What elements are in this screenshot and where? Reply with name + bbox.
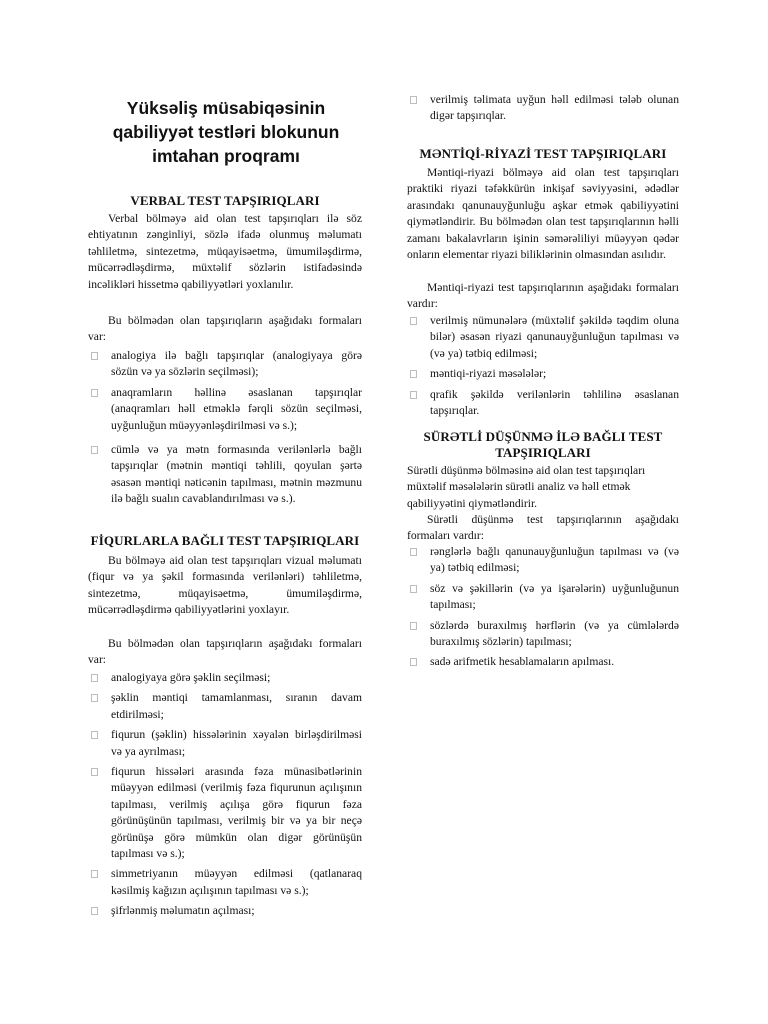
checkbox-bullet-icon bbox=[410, 658, 417, 666]
math-logic-heading: MƏNTİQİ-RİYAZİ TEST TAPŞIRIQLARI bbox=[419, 146, 667, 161]
verbal-list bbox=[88, 348, 362, 512]
checkbox-bullet-icon bbox=[410, 391, 417, 399]
list-item: söz və şəkillərin (və ya işarələrin) uyğunluğunun tapılması; bbox=[407, 581, 679, 614]
speed-intro: Sürətli düşünmə bölməsinə aid olan test tapşırıqları müxtəlif məsələlərin sürətli analiz və həll etmək qabiliyyətini qiymətləndirir. bbox=[407, 464, 646, 510]
speed-heading bbox=[407, 429, 679, 461]
verbal-forms-intro: Bu bölmədən olan tapşırıqların aşağıdakı formaları var: bbox=[88, 314, 362, 344]
speed-heading-line-2: TAPŞIRIQLARI bbox=[495, 445, 591, 460]
list-item: cümlə və ya mətn formasında verilənlərlə bağlı tapşırıqlar (mətnin məntiqi təhlili, qoyulan şərtə əsasən məntiqi nəticənin tapılması, mətnin məzmunu ilə bağlı sualın cavablandırılması və s.). bbox=[88, 442, 362, 508]
speed-list bbox=[407, 544, 679, 675]
list-item: fiqurun hissələri arasında fəza münasibətlərinin müəyyən edilməsi (verilmiş fəza fiqurunun açılışının tapılması, verilmiş açılışa görə fiqurun fəza görünüşünün tapılması, verilmiş bir və ya bir neçə görünüşə görə mümkün olan digər görünüşün tapılması və s.); bbox=[88, 764, 362, 862]
math-logic-list bbox=[407, 313, 679, 423]
checkbox-bullet-icon bbox=[410, 585, 417, 593]
verbal-intro: Verbal bölməyə aid olan test tapşırıqları ilə söz ehtiyatının zənginliyi, sözlə ifadə olunmuş məlumatı təhliletmə, sintezetmə, müqayisəetmə, ümumiləşdirmə, mücərrədləşdirmə, müxtəlif sözlərin istifadəsində incəlikləri hissetmə qabiliyyətləri yoxlanılır. bbox=[88, 212, 362, 291]
list-item: sadə arifmetik hesablamaların apılması. bbox=[407, 654, 679, 670]
speed-heading-line-1: SÜRƏTLİ DÜŞÜNMƏ İLƏ BAĞLI TEST bbox=[423, 429, 663, 444]
verbal-heading: VERBAL TEST TAPŞIRIQLARI bbox=[130, 193, 320, 208]
checkbox-bullet-icon bbox=[91, 352, 98, 360]
list-item: qrafik şəkildə verilənlərin təhlilinə əsaslanan tapşırıqlar. bbox=[407, 387, 679, 420]
figural-intro: Bu bölməyə aid olan test tapşırıqları vizual məlumatı (fiqur və ya şəkil formasında verilənləri) təhliletmə, sintezetmə, müqayisəetmə, ümumiləşdirmə, mücərrədləşdirmə qabiliyyətlərini yoxlayır. bbox=[88, 554, 362, 617]
list-item: məntiqi-riyazi məsələlər; bbox=[407, 366, 679, 382]
checkbox-bullet-icon bbox=[91, 446, 98, 454]
document-title: Yüksəliş müsabiqəsinin qabiliyyət testləri blokunun imtahan proqramı bbox=[112, 98, 340, 166]
checkbox-bullet-icon bbox=[410, 96, 417, 104]
math-logic-intro: Məntiqi-riyazi bölməyə aid olan test tapşırıqları praktiki riyazi təfəkkürün inkişaf səviyyəsini, ədədlər arasındakı qanunauyğunluğu aşkar etmək qabiliyyətini qiymətləndirir. Bu bölmədən olan test tapşırıqlarının həlli zamanı bakalavrların işinin səmərəliliyi müəyyən qədər onların elementar riyazi biliklərinin olmasından asılıdır. bbox=[407, 166, 679, 262]
checkbox-bullet-icon bbox=[91, 731, 98, 739]
checkbox-bullet-icon bbox=[91, 674, 98, 682]
checkbox-bullet-icon bbox=[410, 622, 417, 630]
list-item: simmetriyanın müəyyən edilməsi (qatlanaraq kəsilmiş kağızın açılışının tapılması və s.); bbox=[88, 866, 362, 899]
list-item: verilmiş nümunələrə (müxtəlif şəkildə təqdim oluna bilər) əsasən riyazi qanunauyğunluğun tapılması və (və ya) tətbiq edilməsi; bbox=[407, 313, 679, 362]
list-item: anaqramların həllinə əsaslanan tapşırıqlar (anaqramları həll etməklə fərqli sözün seçilməsi, uyğunluğun müəyyənləşdirilməsi və s.); bbox=[88, 385, 362, 434]
speed-forms-intro: Sürətli düşünmə test tapşırıqlarının aşağıdakı formaları vardır: bbox=[407, 513, 679, 543]
checkbox-bullet-icon bbox=[410, 548, 417, 556]
list-item: fiqurun (şəklin) hissələrinin xəyalən birləşdirilməsi və ya ayrılması; bbox=[88, 727, 362, 760]
math-logic-forms-intro: Məntiqi-riyazi test tapşırıqlarının aşağıdakı formaları vardır: bbox=[407, 281, 679, 311]
list-item: sözlərdə buraxılmış hərflərin (və ya cümlələrdə buraxılmış sözlərin) tapılması; bbox=[407, 618, 679, 651]
list-item: analogiyaya görə şəklin seçilməsi; bbox=[88, 670, 362, 686]
checkbox-bullet-icon bbox=[91, 389, 98, 397]
figural-list bbox=[88, 670, 362, 924]
list-item: verilmiş təlimata uyğun həll edilməsi tələb olunan digər tapşırıqlar. bbox=[407, 92, 679, 125]
checkbox-bullet-icon bbox=[91, 907, 98, 915]
figural-list-continued bbox=[407, 92, 679, 129]
list-item: şəklin məntiqi tamamlanması, sıranın davam etdirilməsi; bbox=[88, 690, 362, 723]
list-item: rənglərlə bağlı qanunauyğunluğun tapılması və (və ya) tətbiq edilməsi; bbox=[407, 544, 679, 577]
list-item: şifrlənmiş məlumatın açılması; bbox=[88, 903, 362, 919]
checkbox-bullet-icon bbox=[91, 870, 98, 878]
figural-forms-intro: Bu bölmədən olan tapşırıqların aşağıdakı formaları var: bbox=[88, 637, 362, 667]
checkbox-bullet-icon bbox=[410, 370, 417, 378]
checkbox-bullet-icon bbox=[410, 317, 417, 325]
checkbox-bullet-icon bbox=[91, 694, 98, 702]
checkbox-bullet-icon bbox=[91, 768, 98, 776]
figural-heading: FİQURLARLA BAĞLI TEST TAPŞIRIQLARI bbox=[90, 533, 360, 548]
list-item: analogiya ilə bağlı tapşırıqlar (analogiyaya görə sözün və ya sözlərin seçilməsi); bbox=[88, 348, 362, 381]
